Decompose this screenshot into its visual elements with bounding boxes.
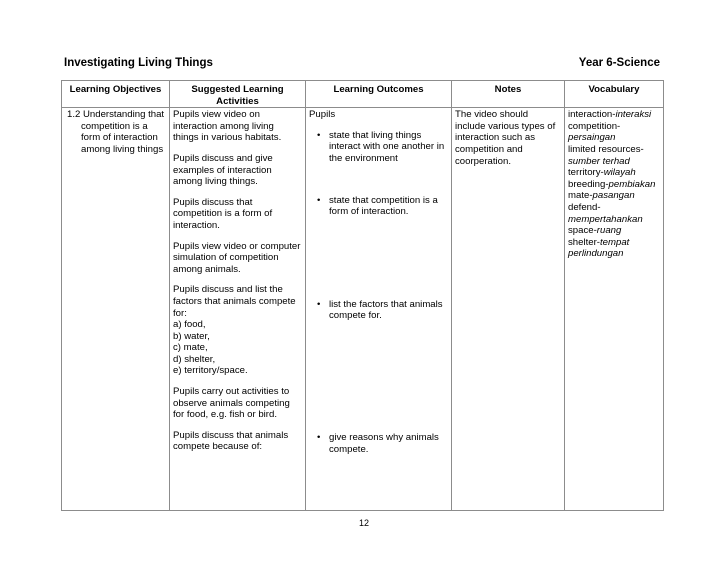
- vocab-entry: breeding-pembiakan: [568, 178, 656, 190]
- vocab-entry: limited resources-sumber terhad: [568, 143, 644, 167]
- activity-item: Pupils carry out activities to observe animals competing for food, e.g. fish or bird.: [173, 386, 290, 421]
- table-header-row: [62, 81, 664, 108]
- header-vocabulary: Vocabulary: [565, 81, 664, 108]
- activity-item: Pupils view video on interaction among living things in various habitats.: [173, 109, 282, 144]
- vocab-entry: space-ruang: [568, 225, 622, 237]
- outcomes-cell: [306, 108, 452, 511]
- vocab-entry: mate-pasangan: [568, 190, 635, 202]
- factor-item: e) territory/space.: [173, 365, 248, 377]
- header-notes: Notes: [452, 81, 565, 108]
- activity-item: Pupils discuss that competition is a form of interaction.: [173, 196, 273, 231]
- subject-label: Year 6-Science: [578, 57, 660, 69]
- outcome-item: • state that competition is a form of interaction.: [309, 195, 448, 218]
- activity-item: Pupils discuss and give examples of interaction among living things.: [173, 152, 273, 188]
- vocab-entry: interaction-interaksi: [568, 109, 652, 121]
- notes-cell: [452, 108, 565, 511]
- notes-text: The video should include various types of interaction such as competition and coorperation.: [455, 109, 556, 167]
- outcomes-intro: Pupils: [309, 109, 336, 121]
- curriculum-table: [61, 80, 664, 511]
- activity-item: Pupils discuss that animals compete because of:: [173, 429, 289, 453]
- table-row: [62, 108, 664, 511]
- vocab-entry: shelter-tempat perlindungan: [568, 236, 630, 260]
- activity-item: Pupils view video or computer simulation of competition among animals.: [173, 240, 301, 275]
- objective-cell: [62, 108, 170, 511]
- activity-item: Pupils discuss and list the factors that animals compete for:: [173, 284, 296, 319]
- vocab-entry: defend-mempertahankan: [568, 201, 643, 225]
- objective-text: 1.2 Understanding that competition is a form of interaction among living things: [67, 109, 165, 155]
- factor-item: d) shelter,: [173, 353, 216, 365]
- vocab-entry: competition-persaingan: [568, 120, 621, 144]
- factor-item: a) food,: [173, 319, 206, 331]
- factor-item: b) water,: [173, 330, 210, 342]
- outcome-item: • state that living things interact with one another in the environment: [309, 130, 448, 165]
- header-learning-objectives: Learning Objectives: [62, 81, 170, 108]
- outcomes-list: [309, 130, 448, 455]
- activities-cell: [170, 108, 306, 511]
- outcome-item: • give reasons why animals compete.: [309, 432, 448, 455]
- page-number: 12: [358, 518, 369, 528]
- document-title: Investigating Living Things: [64, 57, 213, 69]
- vocab-entry: territory-wilayah: [568, 167, 636, 179]
- header-suggested-activities: Suggested Learning Activities: [170, 81, 306, 108]
- factor-item: c) mate,: [173, 342, 208, 354]
- vocabulary-cell: [565, 108, 664, 511]
- header-learning-outcomes: Learning Outcomes: [306, 81, 452, 108]
- outcome-item: • list the factors that animals compete for.: [309, 299, 448, 322]
